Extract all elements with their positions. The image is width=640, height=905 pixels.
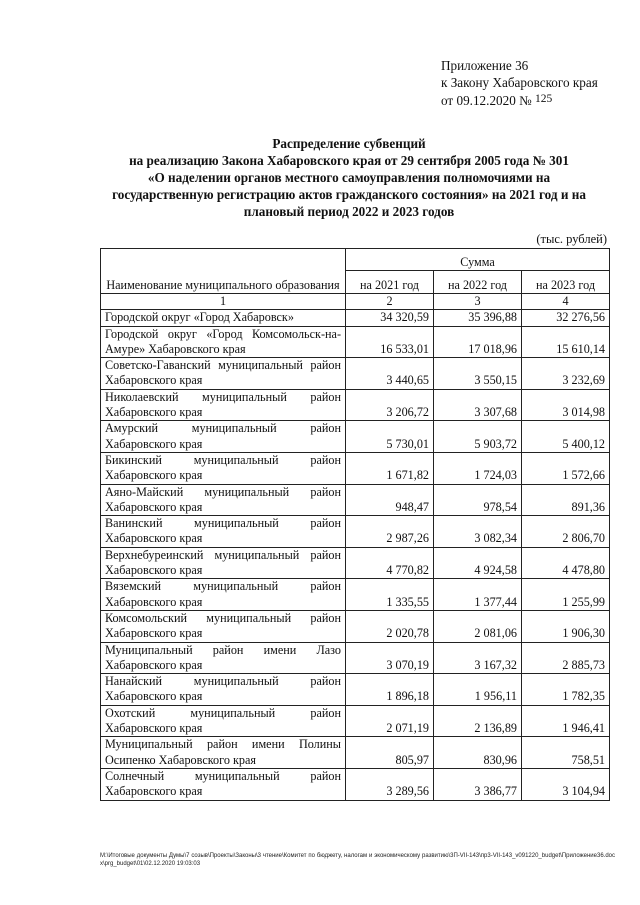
value-2021: 3 440,65: [346, 358, 434, 390]
municipality-name: Бикинский муниципальный район Хабаровского края: [101, 452, 346, 484]
value-2023: 891,36: [522, 484, 610, 516]
value-2022: 1 724,03: [434, 452, 522, 484]
municipality-name: Комсомольский муниципальный район Хабаровского края: [101, 610, 346, 642]
table-row: [101, 674, 610, 706]
value-2023: 1 946,41: [522, 705, 610, 737]
value-2023: 1 572,66: [522, 452, 610, 484]
municipality-name: Муниципальный район имени Полины Осипенко Хабаровского края: [101, 737, 346, 769]
table-row: [101, 610, 610, 642]
value-2023: 15 610,14: [522, 326, 610, 358]
value-2023: 32 276,56: [522, 310, 610, 326]
value-2021: 2 020,78: [346, 610, 434, 642]
value-2021: 948,47: [346, 484, 434, 516]
title-line-4: государственную регистрацию актов гражданского состояния» на 2021 год и на: [112, 187, 586, 202]
header-name: Наименование муниципального образования: [101, 249, 346, 294]
header-year-2023: на 2023 год: [522, 271, 610, 294]
value-2021: 34 320,59: [346, 310, 434, 326]
value-2022: 17 018,96: [434, 326, 522, 358]
appendix-law: к Закону Хабаровского края: [441, 75, 598, 90]
table-row: [101, 579, 610, 611]
municipality-name: Вяземский муниципальный район Хабаровского края: [101, 579, 346, 611]
value-2022: 2 081,06: [434, 610, 522, 642]
value-2021: 1 335,55: [346, 579, 434, 611]
value-2021: 5 730,01: [346, 421, 434, 453]
table-row: [101, 737, 610, 769]
municipality-name: Николаевский муниципальный район Хабаровского края: [101, 389, 346, 421]
header-sum: Сумма: [346, 249, 610, 271]
municipality-name: Советско-Гаванский муниципальный район Хабаровского края: [101, 358, 346, 390]
header-year-2022: на 2022 год: [434, 271, 522, 294]
title-line-3: «О наделении органов местного самоуправления полномочиями на: [147, 170, 551, 185]
subvention-table: [100, 248, 610, 801]
value-2022: 3 550,15: [434, 358, 522, 390]
value-2023: 2 885,73: [522, 642, 610, 674]
appendix-title: Приложение 36: [441, 58, 529, 73]
value-2023: 1 782,35: [522, 674, 610, 706]
value-2023: 4 478,80: [522, 547, 610, 579]
table-row: [101, 326, 610, 358]
value-2022: 3 082,34: [434, 516, 522, 548]
value-2023: 5 400,12: [522, 421, 610, 453]
value-2022: 978,54: [434, 484, 522, 516]
municipality-name: Городской округ «Город Хабаровск»: [101, 310, 346, 326]
appendix-block: [441, 57, 598, 109]
value-2021: 16 533,01: [346, 326, 434, 358]
value-2021: 1 896,18: [346, 674, 434, 706]
value-2021: 1 671,82: [346, 452, 434, 484]
column-index-row: [101, 294, 610, 310]
title-line-2: на реализацию Закона Хабаровского края от 29 сентября 2005 года № 301: [129, 153, 569, 168]
municipality-name: Нанайский муниципальный район Хабаровского края: [101, 674, 346, 706]
value-2022: 1 956,11: [434, 674, 522, 706]
title-line-1: Распределение субвенций: [272, 136, 426, 151]
table-row: [101, 358, 610, 390]
value-2022: 5 903,72: [434, 421, 522, 453]
header-year-2021: на 2021 год: [346, 271, 434, 294]
column-index: 2: [346, 294, 434, 310]
value-2023: 758,51: [522, 737, 610, 769]
value-2023: 1 255,99: [522, 579, 610, 611]
header-row: [101, 249, 610, 271]
value-2022: 1 377,44: [434, 579, 522, 611]
file-path-footer: M:\Итоговые документы Думы\7 созыв\Проекты\Законы\3 чтение\Комитет по бюджету, налогам и экономическому развитию\3П-VII-143\пр3-VII-143_v091220_budget\Приложение36.docx\prg_budget\01\02.12.2020 19:03:03: [100, 853, 615, 867]
table-row: [101, 452, 610, 484]
value-2022: 35 396,88: [434, 310, 522, 326]
value-2021: 2 987,26: [346, 516, 434, 548]
value-2021: 3 206,72: [346, 389, 434, 421]
column-index: 3: [434, 294, 522, 310]
units-label: (тыс. рублей): [536, 232, 607, 246]
table-row: [101, 642, 610, 674]
value-2022: 3 167,32: [434, 642, 522, 674]
table-row: [101, 389, 610, 421]
value-2021: 3 289,56: [346, 768, 434, 800]
value-2022: 3 386,77: [434, 768, 522, 800]
table-row: [101, 547, 610, 579]
value-2023: 1 906,30: [522, 610, 610, 642]
municipality-name: Ванинский муниципальный район Хабаровского края: [101, 516, 346, 548]
table-row: [101, 484, 610, 516]
value-2022: 3 307,68: [434, 389, 522, 421]
document-title: [60, 135, 638, 220]
value-2023: 3 232,69: [522, 358, 610, 390]
value-2023: 3 104,94: [522, 768, 610, 800]
municipality-name: Городской округ «Город Комсомольск-на-Амуре» Хабаровского края: [101, 326, 346, 358]
table-row: [101, 421, 610, 453]
value-2023: 2 806,70: [522, 516, 610, 548]
table-row: [101, 705, 610, 737]
table-row: [101, 310, 610, 326]
title-line-5: плановый период 2022 и 2023 годов: [243, 204, 455, 219]
value-2021: 805,97: [346, 737, 434, 769]
column-index: 1: [101, 294, 346, 310]
value-2022: 2 136,89: [434, 705, 522, 737]
table-row: [101, 516, 610, 548]
value-2021: 2 071,19: [346, 705, 434, 737]
municipality-name: Муниципальный район имени Лазо Хабаровского края: [101, 642, 346, 674]
value-2021: 3 070,19: [346, 642, 434, 674]
municipality-name: Аяно-Майский муниципальный район Хабаровского края: [101, 484, 346, 516]
column-index: 4: [522, 294, 610, 310]
municipality-name: Охотский муниципальный район Хабаровского края: [101, 705, 346, 737]
municipality-name: Верхнебуреинский муниципальный район Хабаровского края: [101, 547, 346, 579]
municipality-name: Амурский муниципальный район Хабаровского края: [101, 421, 346, 453]
value-2022: 4 924,58: [434, 547, 522, 579]
value-2021: 4 770,82: [346, 547, 434, 579]
value-2023: 3 014,98: [522, 389, 610, 421]
value-2022: 830,96: [434, 737, 522, 769]
municipality-name: Солнечный муниципальный район Хабаровского края: [101, 768, 346, 800]
table-row: [101, 768, 610, 800]
appendix-number: 125: [535, 93, 553, 105]
appendix-date: от 09.12.2020 № 125: [441, 93, 553, 108]
